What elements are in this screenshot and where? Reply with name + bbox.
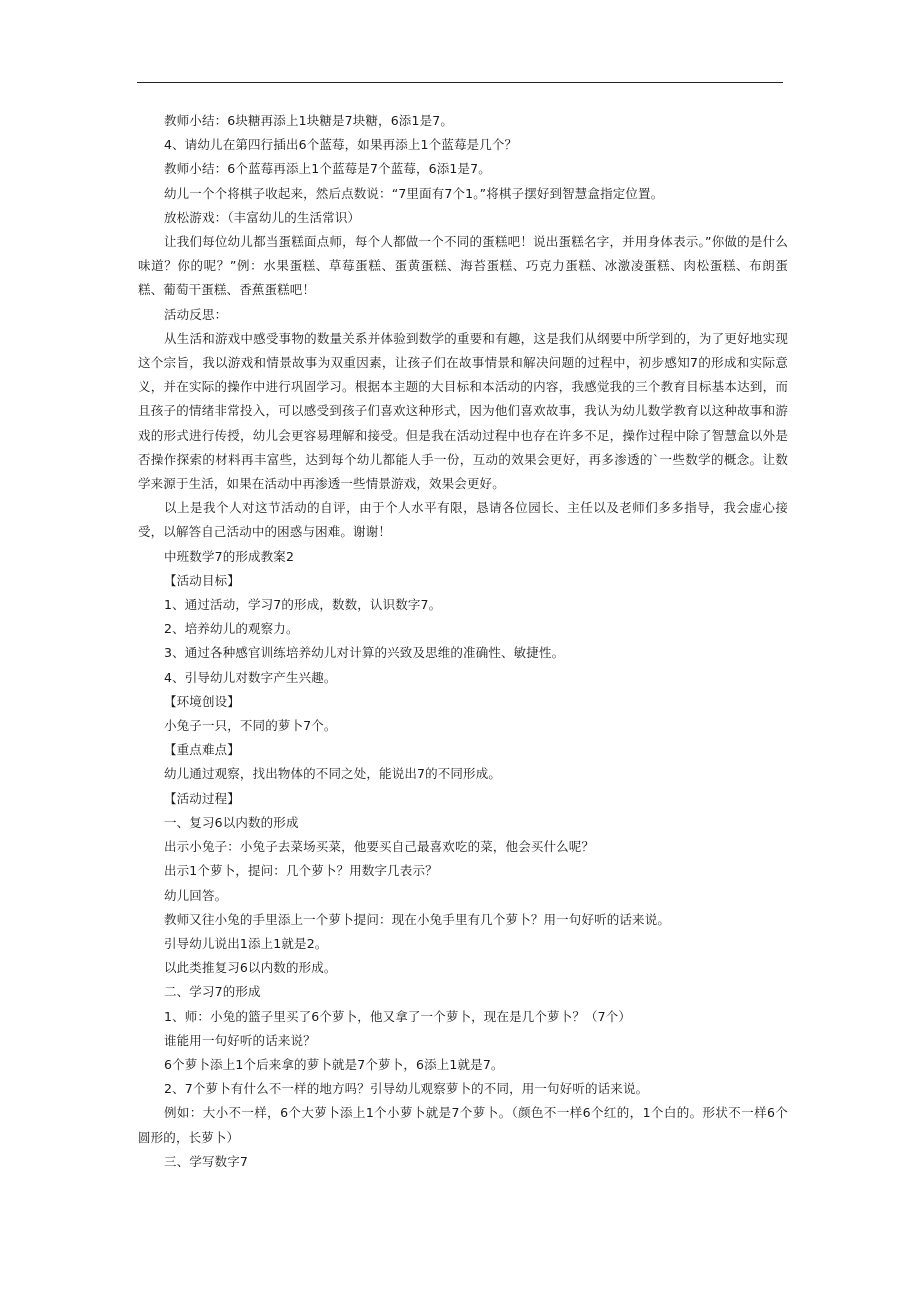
section-heading: 【活动过程】 xyxy=(164,790,240,806)
text-line: 引导幼儿说出1添上1就是2。 xyxy=(164,935,328,951)
text-line: 教师又往小兔的手里添上一个萝卜提问：现在小兔手里有几个萝卜？用一句好听的话来说。 xyxy=(164,911,671,927)
text-line: 幼儿一个个将棋子收起来，然后点数说：“7里面有7个1。”将棋子摆好到智慧盒指定位置。 xyxy=(164,185,664,201)
text-line: 出示小兔子：小兔子去菜场买菜，他要买自己最喜欢吃的菜，他会买什么呢？ xyxy=(164,839,595,855)
section-heading: 【环境创设】 xyxy=(164,693,240,709)
text-line: 4、引导幼儿对数字产生兴趣。 xyxy=(164,669,337,685)
section-heading: 【活动目标】 xyxy=(164,572,240,588)
text-line: 放松游戏：（丰富幼儿的生活常识） xyxy=(164,209,361,225)
text-line: 小兔子一只，不同的萝卜7个。 xyxy=(164,718,337,734)
section-heading: 【重点难点】 xyxy=(164,742,240,758)
text-line: 2、7个萝卜有什么不一样的地方吗？引导幼儿观察萝卜的不同，用一句好听的话来说。 xyxy=(164,1081,649,1097)
header-rule xyxy=(137,82,783,83)
paragraph-game: 让我们每位幼儿都当蛋糕面点师，每个人都做一个不同的蛋糕吧！说出蛋糕名字，并用身体表示。”你做的是什么味道？你的呢？”例：水果蛋糕、草莓蛋糕、蛋黄蛋糕、海苔蛋糕、巧克力蛋糕、冰激凌蛋糕、肉松蛋糕、布朗蛋糕、葡萄干蛋糕、香蕉蛋糕吧！ xyxy=(138,234,788,298)
reflection-heading: 活动反思： xyxy=(164,306,228,322)
section-heading: 三、学写数字7 xyxy=(164,1153,249,1169)
text-line: 二、学习7的形成 xyxy=(164,984,261,1000)
text-line: 3、通过各种感官训练培养幼儿对计算的兴致及思维的准确性、敏捷性。 xyxy=(164,645,565,661)
text-line: 出示1个萝卜，提问：几个萝卜？用数字几表示？ xyxy=(164,863,438,879)
text-line: 教师小结：6个蓝莓再添上1个蓝莓是7个蓝莓，6添1是7。 xyxy=(164,161,491,177)
document-body xyxy=(138,109,788,1174)
text-line: 谁能用一句好听的话来说？ xyxy=(164,1032,316,1048)
text-line: 6个萝卜添上1个后来拿的萝卜就是7个萝卜，6添上1就是7。 xyxy=(164,1056,504,1072)
text-line: 4、请幼儿在第四行插出6个蓝莓，如果再添上1个蓝莓是几个？ xyxy=(164,137,518,153)
text-line: 以此类推复习6以内数的形成。 xyxy=(164,960,337,976)
text-line: 1、师：小兔的篮子里买了6个萝卜，他又拿了一个萝卜，现在是几个萝卜？（7个） xyxy=(164,1008,632,1024)
paragraph-reflection: 从生活和游戏中感受事物的数量关系并体验到数学的重要和有趣，这是我们从纲要中所学到的，为了更好地实现这个宗旨，我以游戏和情景故事为双重因素，让孩子们在故事情景和解决问题的过程中，初步感知7的形成和实际意义，并在实际的操作中进行巩固学习。根据本主题的大目标和本活动的内容，我感觉我的三个教育目标基本达到，而且孩子的情绪非常投入，可以感受到孩子们喜欢这种形式，因为他们喜欢故事，我认为幼儿数学教育以这种故事和游戏的形式进行传授，幼儿会更容易理解和接受。但是我在活动过程中也存在许多不足，操作过程中除了智慧盒以外是否操作探索的材料再丰富些，达到每个幼儿都能人手一份，互动的效果会更好，再多渗透的`一些数学的概念。让数学来源于生活，如果在活动中再渗透一些情景游戏，效果会更好。 xyxy=(138,330,788,492)
paragraph-example: 例如：大小不一样，6个大萝卜添上1个小萝卜就是7个萝卜。（颜色不一样6个红的，1个白的。形状不一样6个圆形的，长萝卜） xyxy=(138,1105,788,1145)
lesson-title: 中班数学7的形成教案2 xyxy=(164,548,295,564)
text-line: 幼儿回答。 xyxy=(164,887,228,903)
text-line: 教师小结：6块糖再添上1块糖是7块糖，6添1是7。 xyxy=(164,113,453,128)
text-line: 2、培养幼儿的观察力。 xyxy=(164,621,299,637)
text-line: 一、复习6以内数的形成 xyxy=(164,814,299,830)
text-line: 1、通过活动，学习7的形成，数数，认识数字7。 xyxy=(164,597,442,613)
text-line: 幼儿通过观察，找出物体的不同之处，能说出7的不同形成。 xyxy=(164,766,502,782)
paragraph-closing: 以上是我个人对这节活动的自评，由于个人水平有限，恳请各位园长、主任以及老师们多多指导，我会虚心接受，以解答自己活动中的困惑与困难。谢谢！ xyxy=(138,500,788,540)
